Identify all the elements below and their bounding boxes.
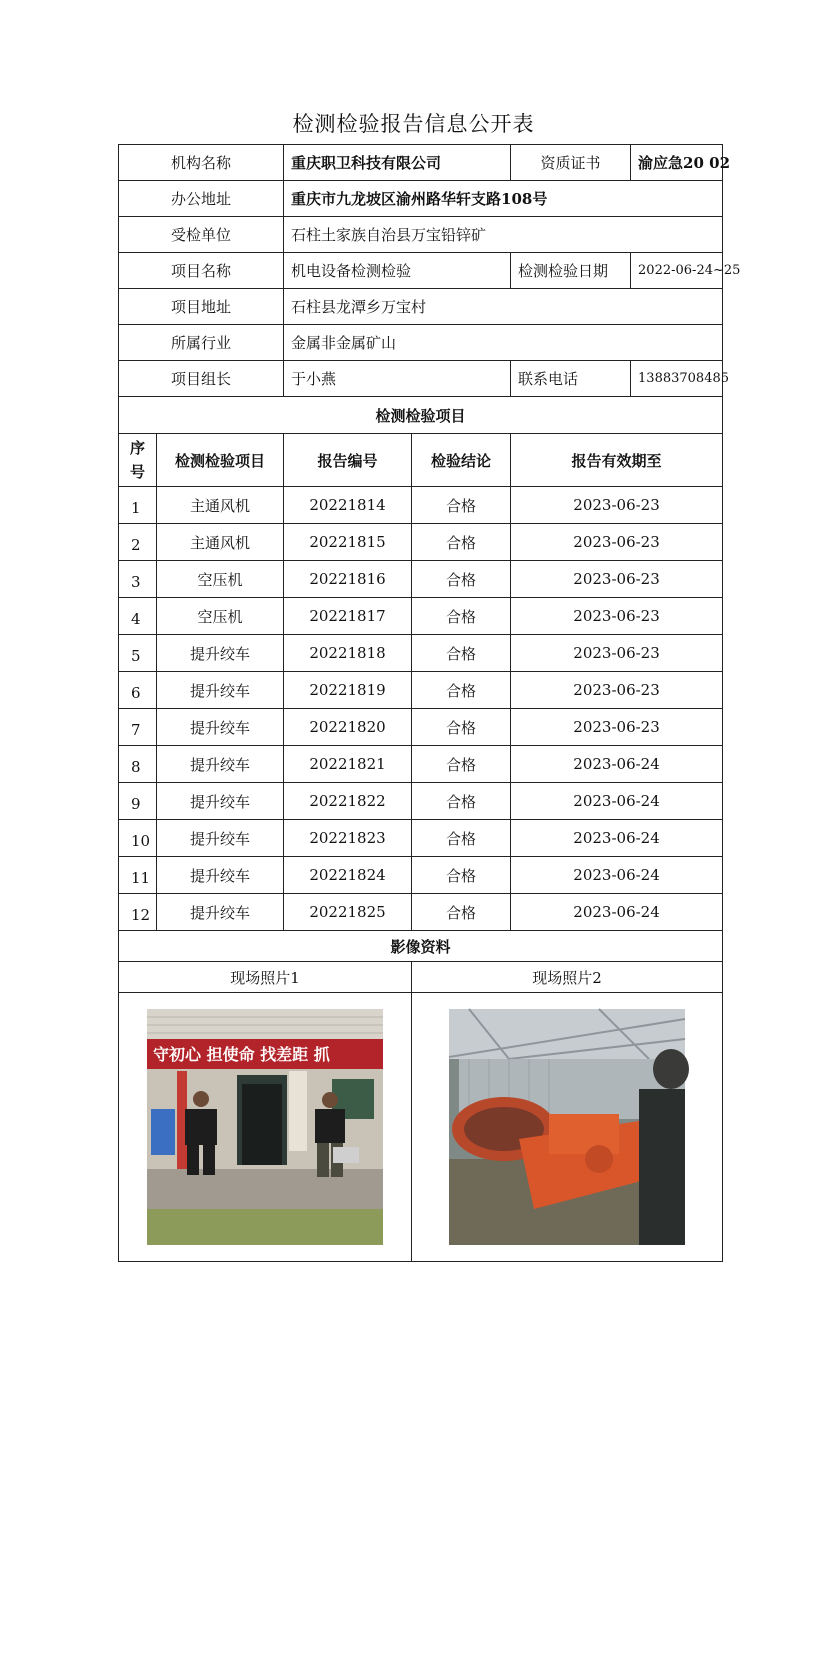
row-seq: 5 xyxy=(119,635,157,672)
row-valid-until: 2023-06-23 xyxy=(511,561,723,598)
row-item: 主通风机 xyxy=(157,524,284,561)
row-seq: 3 xyxy=(119,561,157,598)
col-conclusion: 检验结论 xyxy=(412,434,511,487)
row-valid-until: 2023-06-24 xyxy=(511,783,723,820)
row-valid-until: 2023-06-23 xyxy=(511,709,723,746)
industry-label: 所属行业 xyxy=(119,325,284,361)
cert-label: 资质证书 xyxy=(511,145,631,181)
client-value: 石柱土家族自治县万宝铅锌矿 xyxy=(284,217,723,253)
project-value: 机电设备检测检验 xyxy=(284,253,511,289)
col-seq-bottom: 号 xyxy=(129,463,145,481)
leader-label: 项目组长 xyxy=(119,361,284,397)
row-seq: 8 xyxy=(119,746,157,783)
photo1-caption: 现场照片1 xyxy=(119,962,412,993)
row-seq: 12 xyxy=(119,894,157,931)
client-label: 受检单位 xyxy=(119,217,284,253)
table-row xyxy=(119,524,723,561)
table-row xyxy=(119,820,723,857)
row-valid-until: 2023-06-24 xyxy=(511,746,723,783)
row-report-no: 20221820 xyxy=(284,709,412,746)
items-body xyxy=(119,487,723,931)
phone-label: 联系电话 xyxy=(511,361,631,397)
row-conclusion: 合格 xyxy=(412,894,511,931)
row-report-no: 20221822 xyxy=(284,783,412,820)
org-label: 机构名称 xyxy=(119,145,284,181)
col-report-no: 报告编号 xyxy=(284,434,412,487)
row-conclusion: 合格 xyxy=(412,524,511,561)
row-conclusion: 合格 xyxy=(412,857,511,894)
row-valid-until: 2023-06-23 xyxy=(511,672,723,709)
row-item: 提升绞车 xyxy=(157,894,284,931)
row-seq: 9 xyxy=(119,783,157,820)
project-row xyxy=(119,253,723,289)
site-label: 项目地址 xyxy=(119,289,284,325)
col-seq-top: 序 xyxy=(129,439,145,457)
date-label: 检测检验日期 xyxy=(511,253,631,289)
site-value: 石柱县龙潭乡万宝村 xyxy=(284,289,723,325)
project-label: 项目名称 xyxy=(119,253,284,289)
row-item: 提升绞车 xyxy=(157,857,284,894)
col-item: 检测检验项目 xyxy=(157,434,284,487)
table-row xyxy=(119,894,723,931)
row-item: 提升绞车 xyxy=(157,746,284,783)
photo-row xyxy=(119,993,723,1262)
row-valid-until: 2023-06-24 xyxy=(511,857,723,894)
phone-value: 13883708485 xyxy=(631,361,723,397)
report-table xyxy=(118,144,741,1262)
row-valid-until: 2023-06-23 xyxy=(511,598,723,635)
row-report-no: 20221823 xyxy=(284,820,412,857)
address-row xyxy=(119,181,723,217)
photo2-hoist-machine xyxy=(449,1009,685,1245)
row-conclusion: 合格 xyxy=(412,783,511,820)
items-header-row xyxy=(119,434,723,487)
photo-caption-row xyxy=(119,962,723,993)
row-item: 空压机 xyxy=(157,598,284,635)
row-conclusion: 合格 xyxy=(412,709,511,746)
cert-value: 渝应急20 02 xyxy=(631,145,723,181)
photo2-caption: 现场照片2 xyxy=(412,962,723,993)
date-value: 2022-06-24~25 xyxy=(631,253,723,289)
row-conclusion: 合格 xyxy=(412,487,511,524)
table-row xyxy=(119,598,723,635)
row-valid-until: 2023-06-24 xyxy=(511,894,723,931)
row-item: 提升绞车 xyxy=(157,783,284,820)
row-report-no: 20221821 xyxy=(284,746,412,783)
row-conclusion: 合格 xyxy=(412,635,511,672)
row-seq: 4 xyxy=(119,598,157,635)
row-report-no: 20221817 xyxy=(284,598,412,635)
org-value: 重庆职卫科技有限公司 xyxy=(284,145,511,181)
photo2-cell xyxy=(412,993,723,1262)
row-item: 提升绞车 xyxy=(157,820,284,857)
row-valid-until: 2023-06-24 xyxy=(511,820,723,857)
address-label: 办公地址 xyxy=(119,181,284,217)
row-seq: 2 xyxy=(119,524,157,561)
row-valid-until: 2023-06-23 xyxy=(511,524,723,561)
row-seq: 11 xyxy=(119,857,157,894)
row-item: 提升绞车 xyxy=(157,709,284,746)
images-section-row xyxy=(119,931,723,962)
row-report-no: 20221825 xyxy=(284,894,412,931)
table-row xyxy=(119,709,723,746)
table-row xyxy=(119,857,723,894)
row-report-no: 20221818 xyxy=(284,635,412,672)
table-row xyxy=(119,487,723,524)
row-item: 主通风机 xyxy=(157,487,284,524)
table-row xyxy=(119,783,723,820)
table-row xyxy=(119,672,723,709)
row-seq: 7 xyxy=(119,709,157,746)
row-report-no: 20221814 xyxy=(284,487,412,524)
leader-value: 于小燕 xyxy=(284,361,511,397)
table-row xyxy=(119,635,723,672)
row-conclusion: 合格 xyxy=(412,561,511,598)
table-row xyxy=(119,746,723,783)
images-section-title: 影像资料 xyxy=(119,931,723,962)
row-report-no: 20221824 xyxy=(284,857,412,894)
row-seq: 1 xyxy=(119,487,157,524)
industry-value: 金属非金属矿山 xyxy=(284,325,723,361)
industry-row xyxy=(119,325,723,361)
address-value: 重庆市九龙坡区渝州路华轩支路108号 xyxy=(284,181,723,217)
row-conclusion: 合格 xyxy=(412,820,511,857)
photo1-cell xyxy=(119,993,412,1262)
row-item: 提升绞车 xyxy=(157,635,284,672)
leader-row xyxy=(119,361,723,397)
row-report-no: 20221815 xyxy=(284,524,412,561)
row-seq: 10 xyxy=(119,820,157,857)
col-seq xyxy=(119,434,157,487)
row-valid-until: 2023-06-23 xyxy=(511,635,723,672)
photo1-banner-text: 守初心 担使命 找差距 抓 xyxy=(153,1045,330,1064)
row-conclusion: 合格 xyxy=(412,746,511,783)
row-seq: 6 xyxy=(119,672,157,709)
items-section-title: 检测检验项目 xyxy=(119,397,723,434)
org-row xyxy=(119,145,723,181)
col-valid-until: 报告有效期至 xyxy=(511,434,723,487)
row-conclusion: 合格 xyxy=(412,672,511,709)
client-row xyxy=(119,217,723,253)
photo1-site-staff xyxy=(147,1009,383,1245)
row-report-no: 20221816 xyxy=(284,561,412,598)
row-item: 空压机 xyxy=(157,561,284,598)
row-conclusion: 合格 xyxy=(412,598,511,635)
row-valid-until: 2023-06-23 xyxy=(511,487,723,524)
site-row xyxy=(119,289,723,325)
table-row xyxy=(119,561,723,598)
page-title: 检测检验报告信息公开表 xyxy=(292,112,535,136)
row-report-no: 20221819 xyxy=(284,672,412,709)
row-item: 提升绞车 xyxy=(157,672,284,709)
items-section-row xyxy=(119,397,723,434)
